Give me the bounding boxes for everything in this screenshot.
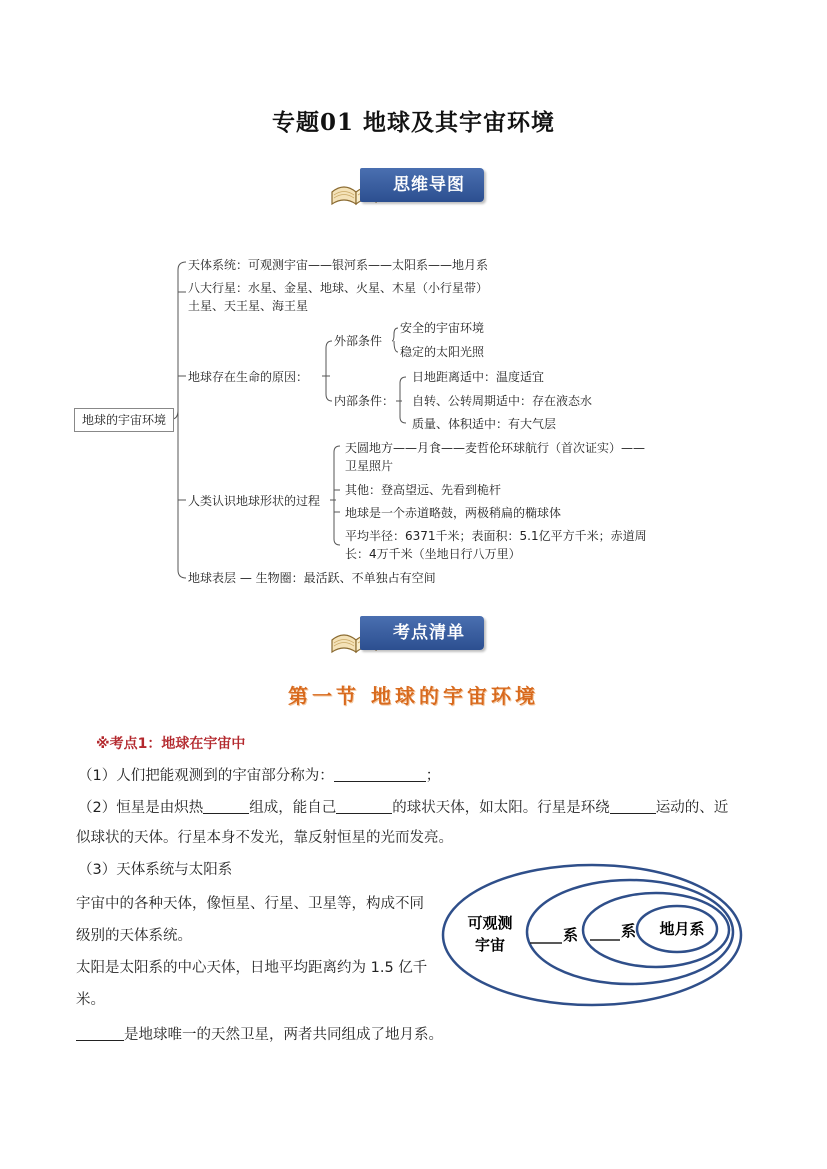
question-2-text: （2）恒星是由炽热 [78, 800, 204, 816]
mindmap-inner-item: 日地距离适中：温度适宜 [412, 370, 545, 384]
answer-blank [203, 799, 249, 814]
diagram-label-system: 系 [563, 926, 579, 944]
mindmap-shape-item-cont: 长：4万千米（坐地日行八万里） [345, 547, 521, 561]
mindmap-inner-conditions: 内部条件： [334, 394, 395, 408]
answer-blank [76, 1026, 124, 1041]
mindmap-branch-planets: 八大行星：水星、金星、地球、火星、木星（小行星带） [188, 281, 489, 295]
mindmap-outer-item: 安全的宇宙环境 [400, 321, 485, 335]
question-3-line: 宇宙中的各种天体，像恒星、行星、卫星等，构成不同 [76, 896, 424, 912]
question-1 [78, 766, 440, 786]
mindmap-root: 地球的宇宙环境 [74, 408, 174, 432]
question-3-heading: （3）天体系统与太阳系 [78, 862, 233, 878]
checklist-banner-label: 考点清单 [360, 616, 484, 650]
question-2-line2: 似球状的天体。行星本身不发光，靠反射恒星的光而发亮。 [76, 830, 453, 846]
page-title: 专题01 地球及其宇宙环境 [271, 109, 555, 136]
question-2 [78, 798, 728, 818]
mindmap-outer-conditions: 外部条件 [334, 334, 383, 348]
mindmap-branch-system: 天体系统：可观测宇宙——银河系——太阳系——地月系 [188, 258, 489, 272]
question-1-end: ； [425, 768, 441, 784]
question-3-line: 米。 [76, 992, 105, 1008]
question-3-line: 级别的天体系统。 [76, 928, 192, 944]
mindmap-outer-item: 稳定的太阳光照 [400, 345, 485, 359]
diagram-label-universe: 宇宙 [474, 936, 506, 954]
checklist-banner [330, 616, 480, 650]
question-2-text: 运动的、近 [655, 800, 729, 816]
section-title: 第一节 地球的宇宙环境 [288, 684, 539, 708]
mindmap-branch-shape: 人类认识地球形状的过程 [188, 494, 321, 508]
mindmap-shape-item: 天圆地方——月食——麦哲伦环球航行（首次证实）—— [345, 441, 646, 455]
mindmap-branch-biosphere: 地球表层 — 生物圈：最活跃、不单独占有空间 [188, 571, 436, 585]
question-1-text: （1）人们把能观测到的宇宙部分称为： [78, 768, 334, 784]
mindmap-shape-item: 平均半径：6371千米；表面积：5.1亿平方千米；赤道周 [345, 529, 647, 543]
question-2-text: 的球状天体，如太阳。行星是环绕 [392, 800, 610, 816]
question-3-line: 太阳是太阳系的中心天体，日地平均距离约为 1.5 亿千 [76, 960, 428, 976]
mindmap-shape-item: 地球是一个赤道略鼓，两极稍扁的椭球体 [345, 506, 562, 520]
diagram-label-earth-moon: 地月系 [659, 920, 705, 938]
question-3-line [76, 1025, 443, 1045]
answer-blank [334, 767, 426, 782]
answer-blank [610, 799, 656, 814]
mindmap-shape-item: 其他：登高望远、先看到桅杆 [345, 483, 502, 497]
mindmap-branch-life: 地球存在生命的原因： [188, 370, 309, 384]
question-3-text: 是地球唯一的天然卫星，两者共同组成了地月系。 [124, 1027, 443, 1043]
celestial-systems-diagram [440, 860, 750, 1010]
question-2-text: 组成，能自己 [249, 800, 337, 816]
kaodian-heading: ※考点1：地球在宇宙中 [96, 736, 246, 752]
diagram-label-system: 系 [621, 922, 637, 940]
solar-system-ellipse [583, 893, 729, 967]
answer-blank [336, 799, 392, 814]
mindmap-shape-item-cont: 卫星照片 [345, 459, 394, 473]
mindmap-banner-label: 思维导图 [360, 168, 484, 202]
mindmap-branch-planets-cont: 土星、天王星、海王星 [188, 299, 309, 313]
diagram-label-universe: 可观测 [467, 914, 513, 932]
mindmap-inner-item: 质量、体积适中：有大气层 [412, 417, 557, 431]
mindmap-inner-item: 自转、公转周期适中：存在液态水 [412, 394, 593, 408]
